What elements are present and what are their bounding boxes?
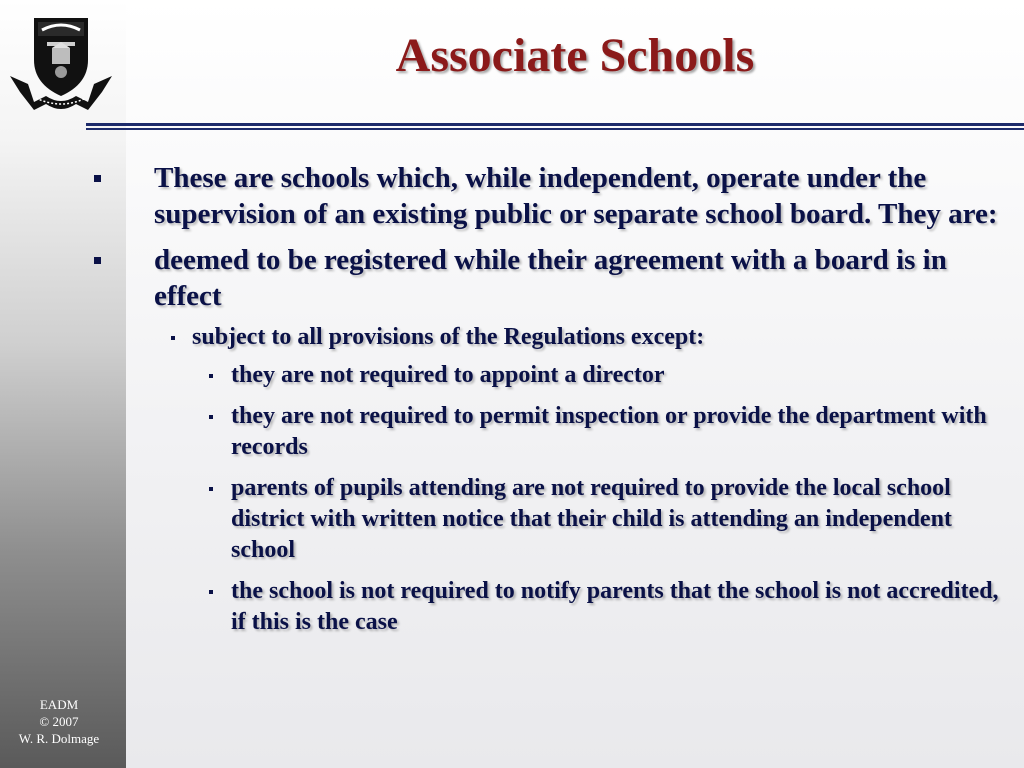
sub-bullet-item [88, 322, 1018, 352]
square-bullet-icon [209, 590, 213, 594]
footer-author: W. R. Dolmage [18, 731, 100, 746]
square-bullet-icon [94, 257, 101, 264]
square-bullet-icon [209, 487, 213, 491]
bullet-text: deemed to be registered while their agreement with a board is in effect [154, 244, 947, 312]
footer-credit [0, 696, 118, 747]
sub-bullet-text: subject to all provisions of the Regulations except: [192, 324, 705, 350]
sub-sub-bullet-text: they are not required to permit inspection or provide the department with records [231, 403, 987, 460]
bullet-item [88, 242, 1018, 314]
square-bullet-icon [209, 374, 213, 378]
sub-sub-bullet-item [88, 360, 1018, 391]
square-bullet-icon [209, 415, 213, 419]
sub-sub-bullet-text: they are not required to appoint a director [231, 362, 665, 388]
sub-sub-bullet-item [88, 473, 1018, 566]
sub-sub-bullet-item [88, 576, 1018, 638]
square-bullet-icon [94, 175, 101, 182]
title-divider [86, 123, 1024, 133]
footer-year: © 2007 [39, 714, 79, 729]
bullet-item [88, 160, 1018, 232]
footer-course: EADM [39, 697, 79, 712]
square-bullet-icon [171, 336, 175, 340]
sub-sub-bullet-text: the school is not required to notify parents that the school is not accredited, if this is the case [231, 578, 999, 635]
slide-body [88, 160, 1018, 648]
bullet-text: These are schools which, while independent, operate under the supervision of an existing public or separate school board. They are: [154, 162, 998, 230]
divider-line-bottom [86, 128, 1024, 130]
university-crest-icon [6, 14, 116, 114]
divider-line-top [86, 123, 1024, 126]
sub-sub-bullet-text: parents of pupils attending are not required to provide the local school district with written notice that their child is attending an independent school [231, 475, 952, 563]
sub-sub-bullet-item [88, 401, 1018, 463]
slide-title: Associate Schools [395, 29, 755, 82]
